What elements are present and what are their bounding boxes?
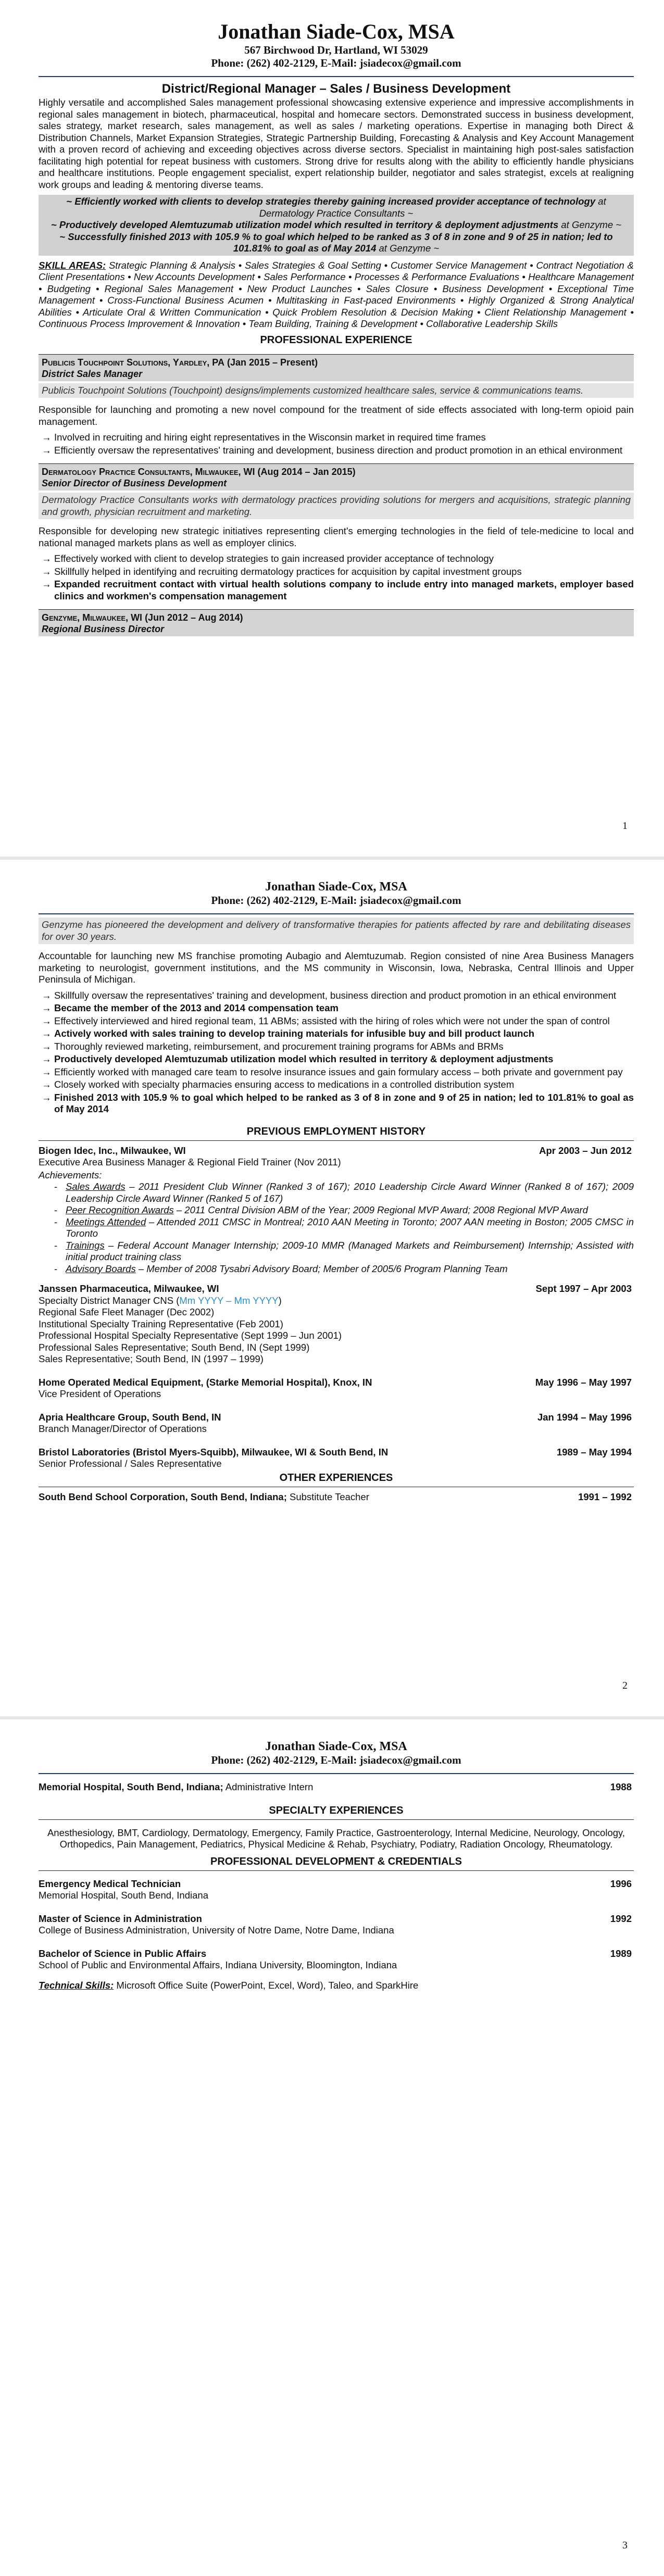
list-item: → Expanded recruitment contact with virtual health solutions company to include entry into managed markets, employer based clinics and workmen's compensation management [42, 579, 634, 601]
employer-row: Apria Healthcare Group, South Bend, IN Jan 1994 – May 1996 [39, 1411, 632, 1423]
page-number: 1 [622, 820, 628, 832]
company-description: Dermatology Practice Consultants works with dermatology practices providing solutions for mergers and acquisitions, strategic planning and growth, physician recruitment and marketing. [39, 493, 634, 519]
highlight-item: ~ Successfully finished 2013 with 105.9 % to goal which helped to be ranked as 3 of 8 in zone and 9 of 25 in nation; led to 101.81% to goal as of May 2014 at Genzyme ~ [59, 231, 613, 254]
technical-skills: Technical Skills: Microsoft Office Suite (PowerPoint, Excel, Word), Taleo, and SparkHire [39, 1979, 419, 1991]
section-divider [39, 1870, 634, 1871]
credential-place: School of Public and Environmental Affairs, Indiana University, Bloomington, Indiana [39, 1959, 397, 1970]
professional-experience-heading: PROFESSIONAL EXPERIENCE [260, 334, 412, 346]
employer-role: Regional Safe Fleet Manager (Dec 2002) [39, 1306, 215, 1317]
job-bullets [39, 432, 634, 456]
header-divider [39, 913, 634, 914]
job-header-dermatology: Dermatology Practice Consultants, Milwaukee, WI (Aug 2014 – Jan 2015) Senior Director of Business Development [39, 463, 634, 491]
list-item: - Trainings – Federal Account Manager Internship; 2009-10 MMR (Managed Markets and Reimbursement) Internship; Assisted with initial product training class [54, 1239, 634, 1262]
employer-role: Institutional Specialty Training Representative (Feb 2001) [39, 1318, 283, 1329]
page-number: 2 [622, 1679, 628, 1691]
list-item: → Effectively worked with client to develop strategies to gain increased provider acceptance of technology [42, 553, 494, 564]
list-item: → Thoroughly reviewed marketing, reimbursement, and procurement training programs for ABMs and BRMs [42, 1040, 504, 1052]
resume-header [39, 1739, 634, 1767]
credentials-heading: PROFESSIONAL DEVELOPMENT & CREDENTIALS [210, 1855, 462, 1867]
candidate-address: 567 Birchwood Dr, Hartland, WI 53029 [244, 44, 428, 56]
other-experiences-heading: OTHER EXPERIENCES [279, 1472, 393, 1484]
credential-row: Bachelor of Science in Public Affairs 1989 [39, 1947, 632, 1959]
list-item: → Became the member of the 2013 and 2014 compensation team [42, 1002, 339, 1013]
employer-row: Home Operated Medical Equipment, (Starke Memorial Hospital), Knox, IN May 1996 – May 1997 [39, 1376, 632, 1388]
list-item: - Sales Awards – 2011 President Club Winner (Ranked 3 of 167); 2010 Leadership Circle Award Winner (Ranked 8 of 167); 2009 Leadership Circle Award Winner (Ranked 5 of 167) [54, 1181, 634, 1204]
employer-role: Sales Representative; South Bend, IN (1997 – 1999) [39, 1353, 264, 1364]
list-item: → Involved in recruiting and hiring eight representatives in the Wisconsin market in required time frames [42, 432, 486, 443]
achievements-label: Achievements: [39, 1169, 102, 1180]
candidate-contact: Phone: (262) 402-2129, E-Mail: jsiadecox@gmail.com [211, 1754, 461, 1766]
previous-employment-heading: PREVIOUS EMPLOYMENT HISTORY [246, 1125, 426, 1137]
list-item: - Meetings Attended – Attended 2011 CMSC in Montreal; 2010 AAN Meeting in Toronto; 2007 AAN meeting in Boston; 2005 CMSC in Toronto [54, 1216, 634, 1239]
skill-areas-label: SKILL AREAS: [39, 259, 106, 271]
employer-row: Janssen Pharmaceutica, Milwaukee, WI Sept 1997 – Apr 2003 [39, 1283, 632, 1294]
list-item: → Efficiently oversaw the representatives' training and development, business direction and product promotion in an ethical environment [42, 444, 623, 456]
page-1 [0, 0, 664, 857]
job-header-publicis: Publicis Touchpoint Solutions, Yardley, PA (Jan 2015 – Present) District Sales Manager [39, 354, 634, 381]
employer-role: Professional Sales Representative; South Bend, IN (Sept 1999) [39, 1341, 310, 1353]
highlight-item: ~ Productively developed Alemtuzumab utilization model which resulted in territory & deployment adjustments at Genzyme ~ [51, 219, 622, 230]
list-item: - Peer Recognition Awards – 2011 Central Division ABM of the Year; 2009 Regional MVP Award; 2008 Regional MVP Award [54, 1204, 588, 1215]
resume-header [39, 20, 634, 70]
credential-row: Emergency Medical Technician 1996 [39, 1878, 632, 1889]
company-description: Genzyme has pioneered the development and delivery of transformative therapies for patients affected by rare and debilitating diseases for over 30 years. [39, 918, 634, 944]
credential-row: Master of Science in Administration 1992 [39, 1913, 632, 1924]
employer-role: Branch Manager/Director of Operations [39, 1423, 207, 1434]
employer-row: Bristol Laboratories (Bristol Myers-Squibb), Milwaukee, WI & South Bend, IN 1989 – May 1994 [39, 1446, 632, 1457]
employer-role: Executive Area Business Manager & Regional Field Trainer (Nov 2011) [39, 1157, 341, 1167]
specialty-list: Anesthesiology, BMT, Cardiology, Dermatology, Emergency, Family Practice, Gastroenterology, Internal Medicine, Neurology, Oncology, Orthopedics, Pain Management, Pediatrics, Physical Medicine & Rehab, Psychiatry, Podiatry, Radiation Oncology, Rheumatology. [47, 1827, 625, 1850]
candidate-name: Jonathan Siade-Cox, MSA [265, 1740, 407, 1753]
resume-title: District/Regional Manager – Sales / Business Development [161, 82, 511, 96]
section-divider [39, 1819, 634, 1820]
header-divider [39, 1773, 634, 1774]
employer-role: Vice President of Operations [39, 1388, 161, 1399]
candidate-contact: Phone: (262) 402-2129, E-Mail: jsiadecox@gmail.com [211, 894, 461, 907]
list-item: → Effectively interviewed and hired regional team, 11 ABMs; assisted with the hiring of roles which were not under the span of control [42, 1015, 610, 1026]
resume-header [39, 879, 634, 907]
list-item: → Efficiently worked with managed care team to resolve insurance issues and gain formulary access – both private and government pay [42, 1066, 623, 1077]
job-intro: Accountable for launching new MS franchise promoting Aubagio and Alemtuzumab. Region consisted of nine Area Business Managers marketing to neurologist, government institutions, and the MS community in Wisconsin, Iowa, Nebraska, Central Illinois and Upper Peninsula of Michigan. [39, 950, 634, 985]
technical-skills-label: Technical Skills: [39, 1979, 114, 1991]
candidate-contact: Phone: (262) 402-2129, E-Mail: jsiadecox@gmail.com [211, 57, 461, 69]
list-item: → Skillfully oversaw the representatives' training and development, business direction and product promotion in an ethical environment [42, 989, 617, 1001]
employer-row: Memorial Hospital, South Bend, Indiana; Administrative Intern 1988 [39, 1781, 632, 1792]
highlight-item: ~ Efficiently worked with clients to develop strategies thereby gaining increased provider acceptance of technology at Dermatology Practice Consultants ~ [66, 196, 606, 219]
page-2 [0, 860, 664, 1716]
section-divider [39, 1140, 634, 1141]
list-item: → Skillfully helped in identifying and recruiting dermatology practices for acquisition by capital investment groups [42, 566, 522, 577]
highlights-box [39, 195, 634, 256]
employer-row: South Bend School Corporation, South Bend, Indiana; Substitute Teacher 1991 – 1992 [39, 1491, 632, 1502]
company-description: Publicis Touchpoint Solutions (Touchpoint) designs/implements customized healthcare sales, service & communications teams. [39, 383, 634, 398]
list-item: → Finished 2013 with 105.9 % to goal which helped to be ranked as 3 of 8 in zone and 9 of 25 in nation; led to 101.81% to goal as of May 2014 [42, 1091, 634, 1114]
job-intro: Responsible for launching and promoting a new novel compound for the treatment of side effects associated with long-term opioid pain management. [39, 404, 634, 427]
credential-place: Memorial Hospital, South Bend, Indiana [39, 1890, 208, 1901]
achievements-list [54, 1181, 634, 1275]
job-header-genzyme: Genzyme, Milwaukee, WI (Jun 2012 – Aug 2014) Regional Business Director [39, 609, 634, 636]
candidate-name: Jonathan Siade-Cox, MSA [265, 880, 407, 894]
employer-row: Biogen Idec, Inc., Milwaukee, WI Apr 2003 – Jun 2012 [39, 1145, 632, 1156]
header-divider [39, 76, 634, 77]
skill-areas: SKILL AREAS: Strategic Planning & Analysis • Sales Strategies & Goal Setting • Customer Service Management • Contract Negotiation & Client Presentations • New Accounts Development • Sales Performance • Processes & Performance Evaluations • Healthcare Management • Budgeting • Regional Sales Management • New Product Launches • Sales Closure • Business Development • Exceptional Time Management • Cross-Functional Business Acumen • Multitasking in Fast-paced Environments • Highly Organized & Strong Analytical Abilities • Articulate Oral & Written Communication • Quick Problem Resolution & Decision Making • Client Relationship Management • Continuous Process Improvement & Innovation • Team Building, Training & Development • Collaborative Leadership Skills [39, 259, 634, 329]
list-item: → Productively developed Alemtuzumab utilization model which resulted in territory & deployment adjustments [42, 1053, 554, 1064]
specialty-heading: SPECIALTY EXPERIENCES [269, 1804, 404, 1816]
employer-role: Senior Professional / Sales Representative [39, 1458, 222, 1469]
page-3 [0, 1719, 664, 2576]
list-item: - Advisory Boards – Member of 2008 Tysabri Advisory Board; Member of 2005/6 Program Planning Team [54, 1263, 508, 1274]
employer-role: Specialty District Manager CNS (Mm YYYY – Mm YYYY) [39, 1295, 282, 1306]
credential-place: College of Business Administration, University of Notre Dame, Notre Dame, Indiana [39, 1925, 394, 1936]
list-item: → Actively worked with sales training to develop training materials for infusible buy and bill product launch [42, 1028, 535, 1039]
list-item: → Closely worked with specialty pharmacies ensuring access to medications in a controlled distribution system [42, 1079, 515, 1090]
summary-paragraph: Highly versatile and accomplished Sales management professional showcasing extensive experience and impressive accomplishments in regional sales management in biotech, pharmaceutical, hospital and homecare sectors. Demonstrated success in business development, sales strategy, market research, sales management, as well as sales / marketing operations. Expertise in managing both Direct & Distribution Channels, Market Expansion Strategies, Strategic Partnership Building, Forecasting & Analysis and Key Account Management with a proven record of achieving and exceeding objectives across diverse sectors. Specialist in maintaining high post-sales satisfaction facilitating high potential for repeat business with customers. Strong drive for results along with the ability to efficiently handle physicians and healthcare institutions. People engagement specialist, expert relationship builder, negotiator and sales strategist, excels at realigning work groups and leading & mentoring diverse teams. [39, 97, 634, 190]
job-bullets [39, 990, 634, 1115]
employer-role: Professional Hospital Specialty Representative (Sept 1999 – Jun 2001) [39, 1330, 342, 1341]
job-bullets [39, 553, 634, 602]
job-intro: Responsible for developing new strategic initiatives representing client's emerging technologies in the field of tele-medicine to local and national managed markets plans as well as employer clinics. [39, 525, 634, 548]
candidate-name: Jonathan Siade-Cox, MSA [218, 20, 455, 43]
page-number: 3 [622, 2539, 628, 2551]
